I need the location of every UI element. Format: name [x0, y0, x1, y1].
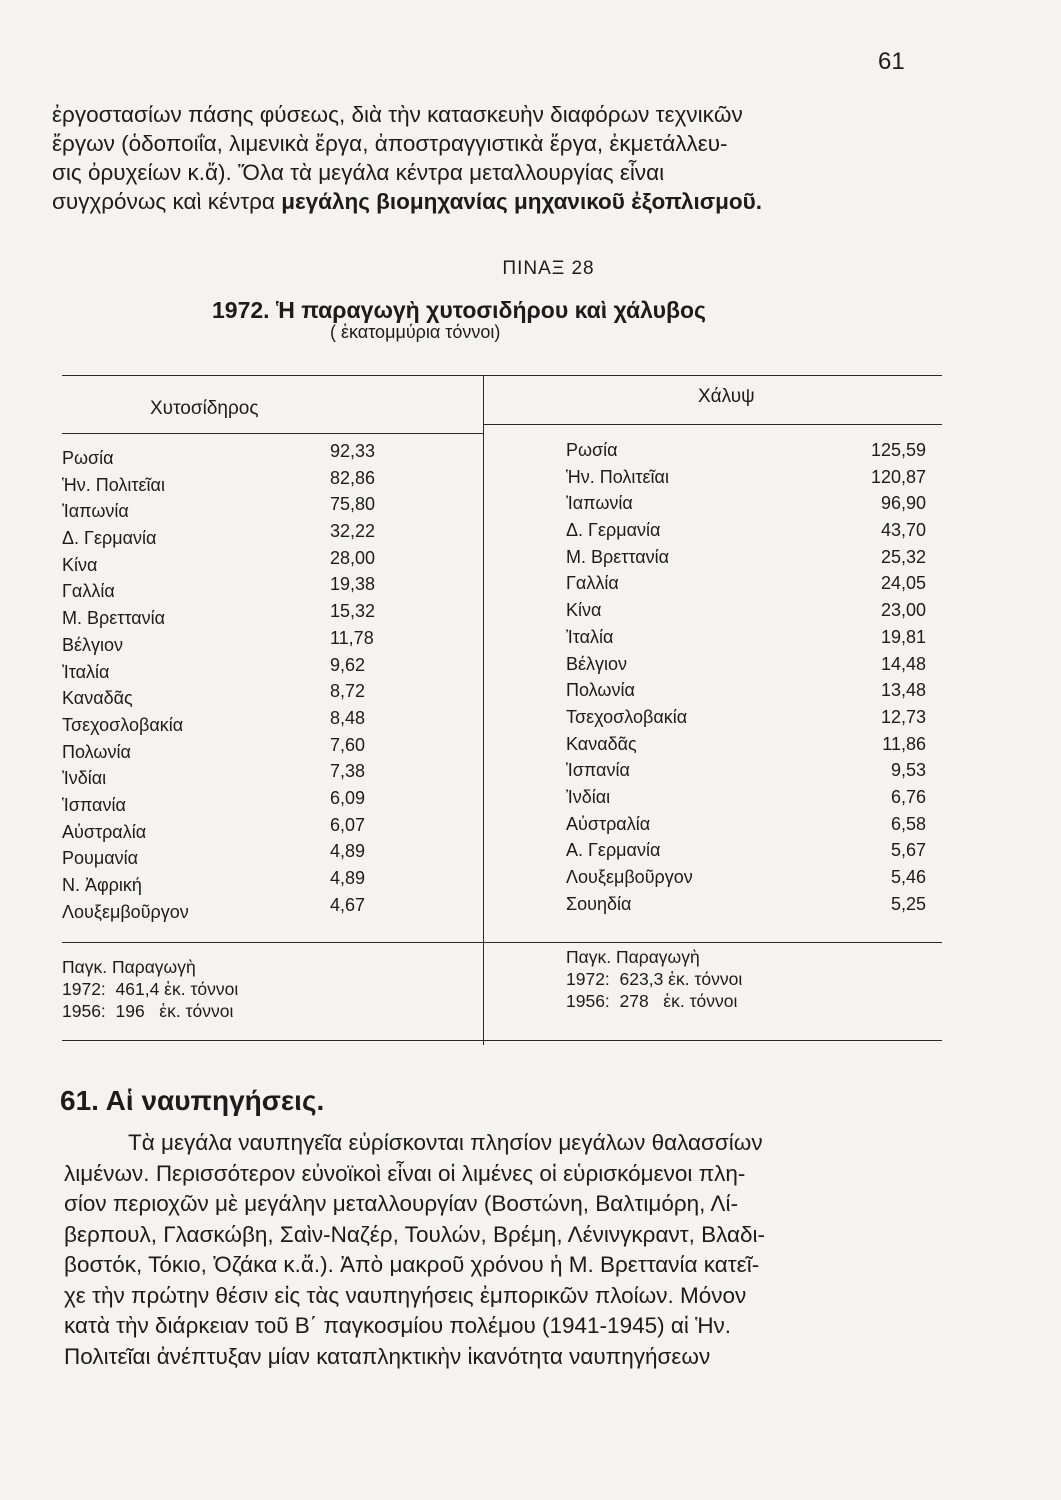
table-row: [566, 440, 926, 467]
section-title: 61. Αἱ ναυπηγήσεις.: [60, 1085, 325, 1116]
country-name: Α. Γερμανία: [566, 840, 661, 861]
table-row: [566, 680, 926, 707]
value: 19,81: [880, 626, 926, 647]
country-name: Κίνα: [566, 600, 602, 621]
table-row: [62, 814, 462, 849]
country-name: Μ. Βρεττανία: [62, 608, 166, 629]
table-row: [566, 814, 926, 841]
table-row: [566, 840, 926, 867]
table-top-rule: [62, 375, 942, 376]
table-row: [566, 894, 926, 921]
value: 4,89: [330, 868, 366, 888]
country-name: Τσεχοσλοβακία: [566, 706, 688, 727]
country-name: Δ. Γερμανία: [62, 528, 157, 549]
totals-line: Παγκ. Παραγωγὴ: [566, 947, 700, 967]
table-row: [566, 867, 926, 894]
table-row: [62, 841, 462, 875]
value: 6,58: [890, 813, 926, 834]
country-name: Λουξεμβοῦργον: [62, 901, 189, 922]
value: 12,73: [880, 706, 926, 727]
value: 9,53: [890, 760, 926, 781]
value: 92,33: [330, 441, 376, 461]
section-line: σίον περιοχῶν μὲ μεγάλην μεταλλουργίαν (Βοστώνη, Βαλτιμόρη, Λί-: [64, 1191, 738, 1216]
table-row: [566, 467, 926, 494]
table-row: [566, 760, 926, 787]
country-name: Πολωνία: [62, 741, 131, 762]
value: 8,48: [330, 707, 366, 728]
country-name: Καναδᾶς: [62, 688, 133, 709]
section-line: λιμένων. Περισσότερον εὐνοϊκοὶ εἶναι οἱ λιμένες οἱ εὑρισκόμενοι πλη-: [64, 1160, 746, 1186]
value: 11,78: [330, 627, 374, 648]
table-row: [566, 654, 926, 681]
section-line: κατὰ τὴν διάρκειαν τοῦ Β΄ παγκοσμίου πολέμου (1941-1945) αἱ Ἡν.: [64, 1313, 732, 1338]
value: 15,32: [330, 601, 376, 622]
country-name: Βέλγιον: [566, 653, 628, 674]
country-name: Αὐστραλία: [566, 813, 651, 834]
table-row: [566, 600, 926, 627]
value: 120,87: [870, 466, 926, 487]
country-name: Καναδᾶς: [566, 733, 637, 754]
country-name: Ρωσία: [566, 440, 618, 460]
totals-rule: [62, 942, 942, 943]
value: 19,38: [330, 574, 376, 595]
section-line: βοστόκ, Τόκιο, Ὀζάκα κ.ἄ.). Ἀπὸ μακροῦ χρόνου ἡ Μ. Βρεττανία κατεῖ-: [64, 1252, 760, 1277]
table-row: [62, 574, 462, 608]
section-line: χε τὴν πρώτην θέσιν εἰς τὰς ναυπηγήσεις ἐμπορικῶν πλοίων. Μόνον: [64, 1282, 747, 1308]
table-bottom-rule: [62, 1040, 942, 1041]
section-line: βερπουλ, Γλασκώβη, Σαὶν-Ναζέρ, Τουλών, Βρέμη, Λένινγκραντ, Βλαδι-: [64, 1221, 766, 1247]
table-row: [62, 761, 462, 795]
left-header-rule: [62, 433, 483, 434]
country-name: Γαλλία: [566, 573, 619, 594]
value: 5,25: [890, 893, 926, 914]
intro-line: σις ὀρυχείων κ.ἄ). Ὅλα τὰ μεγάλα κέντρα μεταλλουργίας εἶναι: [52, 160, 665, 185]
table-row: [62, 627, 462, 662]
value: 7,38: [330, 761, 366, 782]
table-row: [62, 868, 462, 902]
value: 43,70: [880, 520, 926, 541]
value: 14,48: [880, 653, 926, 674]
totals-line: Παγκ. Παραγωγὴ: [62, 957, 196, 977]
value: 75,80: [330, 494, 376, 515]
value: 11,86: [882, 733, 926, 754]
value: 125,59: [870, 440, 926, 460]
country-name: Ἡν. Πολιτεῖαι: [566, 466, 669, 487]
table-title: 1972. Ἡ παραγωγὴ χυτοσιδήρου καὶ χάλυβος: [212, 297, 707, 323]
table-subtitle: ( ἑκατομμύρια τόννοι): [330, 322, 501, 342]
country-name: Κίνα: [62, 554, 98, 575]
intro-line: ἔργων (ὁδοποιΐα, λιμενικὰ ἔργα, ἀποστραγγιστικὰ ἔργα, ἐκμετάλλευ-: [52, 131, 728, 156]
country-name: Ἱσπανία: [566, 760, 630, 781]
country-name: Ἰταλία: [62, 661, 110, 682]
table-row: [566, 707, 926, 734]
country-name: Βέλγιον: [62, 634, 124, 655]
intro-last-bold: μεγάλης βιομηχανίας μηχανικοῦ ἐξοπλισμοῦ.: [281, 189, 763, 214]
value: 28,00: [330, 547, 376, 568]
table-row: [62, 654, 462, 689]
table-row: [566, 627, 926, 654]
left-totals: [62, 956, 238, 1022]
table-row: [62, 494, 462, 528]
section-line: Πολιτεῖαι ἀνέπτυξαν μίαν καταπληκτικὴν ἱκανότητα ναυπηγήσεων: [64, 1343, 711, 1369]
table-row: [566, 573, 926, 600]
value: 25,32: [880, 546, 926, 567]
right-column-header: Χάλυψ: [698, 386, 755, 407]
totals-line: 1956: 196 ἑκ. τόννοι: [62, 1001, 234, 1021]
value: 32,22: [330, 521, 376, 542]
country-name: Ἰαπωνία: [566, 493, 633, 514]
country-name: Ἰταλία: [566, 626, 614, 647]
right-column-rows: [566, 440, 926, 920]
totals-line: 1972: 623,3 ἑκ. τόννοι: [566, 969, 743, 989]
intro-paragraph: [52, 100, 907, 216]
table-row: [62, 707, 462, 742]
table-row: [62, 681, 462, 715]
value: 23,00: [880, 600, 926, 621]
country-name: Γαλλία: [62, 581, 115, 602]
value: 6,09: [330, 787, 366, 808]
value: 7,60: [330, 734, 366, 755]
right-totals: [566, 946, 742, 1012]
table-row: [62, 734, 462, 769]
country-name: Ἱσπανία: [62, 794, 126, 815]
country-name: Αὐστραλία: [62, 821, 147, 842]
section-line: Τὰ μεγάλα ναυπηγεῖα εὑρίσκονται πλησίον μεγάλων θαλασσίων: [128, 1130, 763, 1155]
country-name: Λουξεμβοῦργον: [566, 867, 693, 887]
value: 4,67: [330, 894, 366, 915]
page-number: 61: [878, 48, 905, 75]
totals-line: 1972: 461,4 ἑκ. τόννοι: [62, 979, 239, 999]
table-row: [62, 467, 462, 502]
table-row: [566, 547, 926, 574]
country-name: Πολωνία: [566, 680, 635, 701]
value: 13,48: [880, 680, 926, 701]
country-name: Σουηδία: [566, 893, 632, 914]
country-name: Ἰνδίαι: [566, 786, 611, 807]
value: 5,46: [890, 867, 926, 887]
country-name: Ἡν. Πολιτεῖαι: [62, 474, 165, 495]
country-name: Ρωσία: [62, 448, 114, 468]
country-name: Ν. Ἀφρική: [62, 875, 142, 895]
table-row: [62, 787, 462, 822]
country-name: Δ. Γερμανία: [566, 520, 661, 541]
table-row: [62, 441, 462, 475]
country-name: Ἰνδίαι: [62, 768, 107, 789]
table-row: [566, 520, 926, 547]
country-name: Μ. Βρεττανία: [566, 546, 670, 567]
value: 96,90: [880, 493, 926, 514]
value: 5,67: [890, 840, 926, 861]
intro-last-plain: συγχρόνως καὶ κέντρα: [52, 189, 282, 214]
table-column-divider: [483, 375, 484, 1045]
value: 82,86: [330, 467, 376, 488]
table-row: [62, 521, 462, 555]
table-label: ΠΙΝΑΞ 28: [502, 258, 595, 279]
left-column-rows: [62, 441, 462, 928]
country-name: Ἰαπωνία: [62, 501, 129, 522]
value: 6,76: [890, 786, 926, 807]
intro-line-last: [52, 187, 907, 216]
table-row: [566, 787, 926, 814]
left-column-header: Χυτοσίδηρος: [150, 398, 259, 419]
table-row: [62, 547, 462, 582]
table-row: [566, 734, 926, 761]
country-name: Ρουμανία: [62, 848, 139, 869]
table-row: [62, 894, 462, 929]
totals-line: 1956: 278 ἑκ. τόννοι: [566, 991, 738, 1011]
country-name: Τσεχοσλοβακία: [62, 714, 184, 735]
value: 4,89: [330, 841, 366, 862]
value: 6,07: [330, 814, 366, 835]
value: 8,72: [330, 681, 366, 702]
table-row: [566, 493, 926, 520]
value: 24,05: [880, 573, 926, 594]
section-paragraph: [64, 1128, 920, 1372]
right-header-rule: [483, 424, 942, 425]
value: 9,62: [330, 654, 366, 675]
intro-line: ἐργοστασίων πάσης φύσεως, διὰ τὴν κατασκευὴν διαφόρων τεχνικῶν: [52, 102, 743, 127]
table-row: [62, 601, 462, 635]
